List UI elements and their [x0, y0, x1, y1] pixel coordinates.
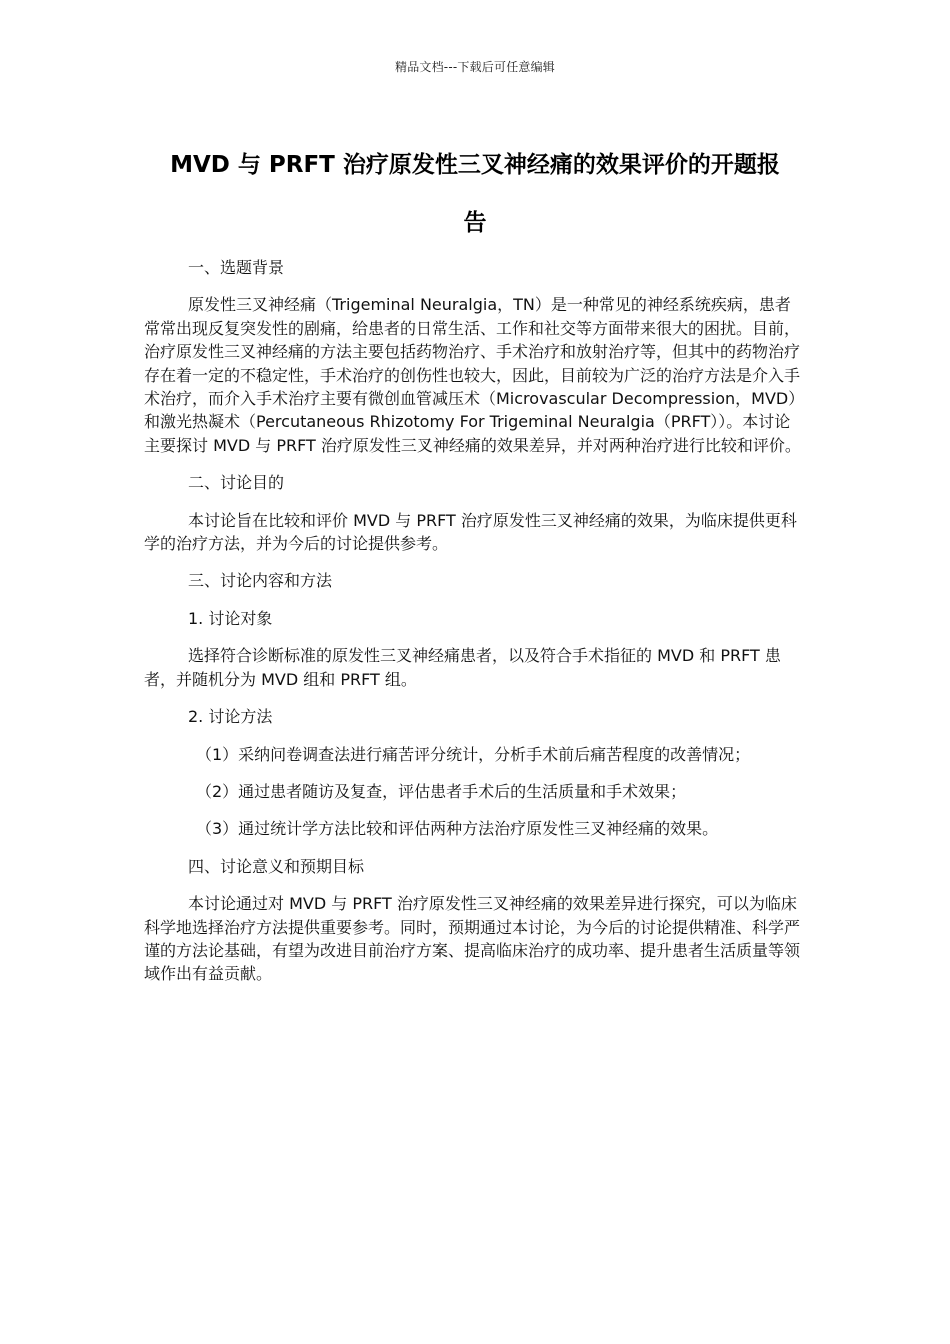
title-line-1: MVD 与 PRFT 治疗原发性三叉神经痛的效果评价的开题报: [170, 152, 780, 178]
section-heading-significance: 四、讨论意义和预期目标: [188, 856, 365, 876]
paragraph-background: 原发性三叉神经痛（Trigeminal Neuralgia，TN）是一种常见的神经系统疾病，患者常常出现反复突发性的剧痛，给患者的日常生活、工作和社交等方面带来很大的困扰。目前，治疗原发性三叉神经痛的方法主要包括药物治疗、手术治疗和放射治疗等，但其中的药物治疗存在着一定的不稳定性，手术治疗的创伤性也较大，因此，目前较为广泛的治疗方法是介入手术治疗，而介入手术治疗主要有微创血管减压术（Microvascular Decompression，MVD）和激光热凝术（Percutaneous Rhizotomy For Trigeminal Neuralgia（PRFT））。本讨论主要探讨 MVD 与 PRFT 治疗原发性三叉神经痛的效果差异，并对两种治疗进行比较和评价。: [144, 295, 805, 455]
document-body: [144, 256, 806, 1000]
method-item-1: （1）采纳问卷调查法进行痛苦评分统计，分析手术前后痛苦程度的改善情况；: [196, 744, 751, 764]
title-line-2: 告: [463, 210, 487, 236]
paragraph-purpose: 本讨论旨在比较和评价 MVD 与 PRFT 治疗原发性三叉神经痛的效果，为临床提供更科学的治疗方法，并为今后的讨论提供参考。: [144, 510, 797, 554]
section-heading-content-methods: 三、讨论内容和方法: [188, 571, 333, 591]
method-item-2: （2）通过患者随访及复查，评估患者手术后的生活质量和手术效果；: [196, 781, 687, 801]
paragraph-significance: 本讨论通过对 MVD 与 PRFT 治疗原发性三叉神经痛的效果差异进行探究，可以为临床科学地选择治疗方法提供重要参考。同时，预期通过本讨论，为今后的讨论提供精准、科学严谨的方法论基础，有望为改进目前治疗方案、提高临床治疗的成功率、提升患者生活质量等领域作出有益贡献。: [144, 894, 801, 984]
header-note: 精品文档---下载后可任意编辑: [395, 60, 555, 74]
method-item-3: （3）通过统计学方法比较和评估两种方法治疗原发性三叉神经痛的效果。: [196, 819, 719, 839]
subheading-subjects: 1. 讨论对象: [188, 608, 273, 628]
paragraph-subjects: 选择符合诊断标准的原发性三叉神经痛患者，以及符合手术指征的 MVD 和 PRFT 患者，并随机分为 MVD 组和 PRFT 组。: [144, 646, 781, 689]
section-heading-background: 一、选题背景: [188, 258, 285, 277]
document-title: [140, 136, 810, 252]
section-heading-purpose: 二、讨论目的: [188, 473, 285, 493]
subheading-methods: 2. 讨论方法: [188, 707, 273, 727]
